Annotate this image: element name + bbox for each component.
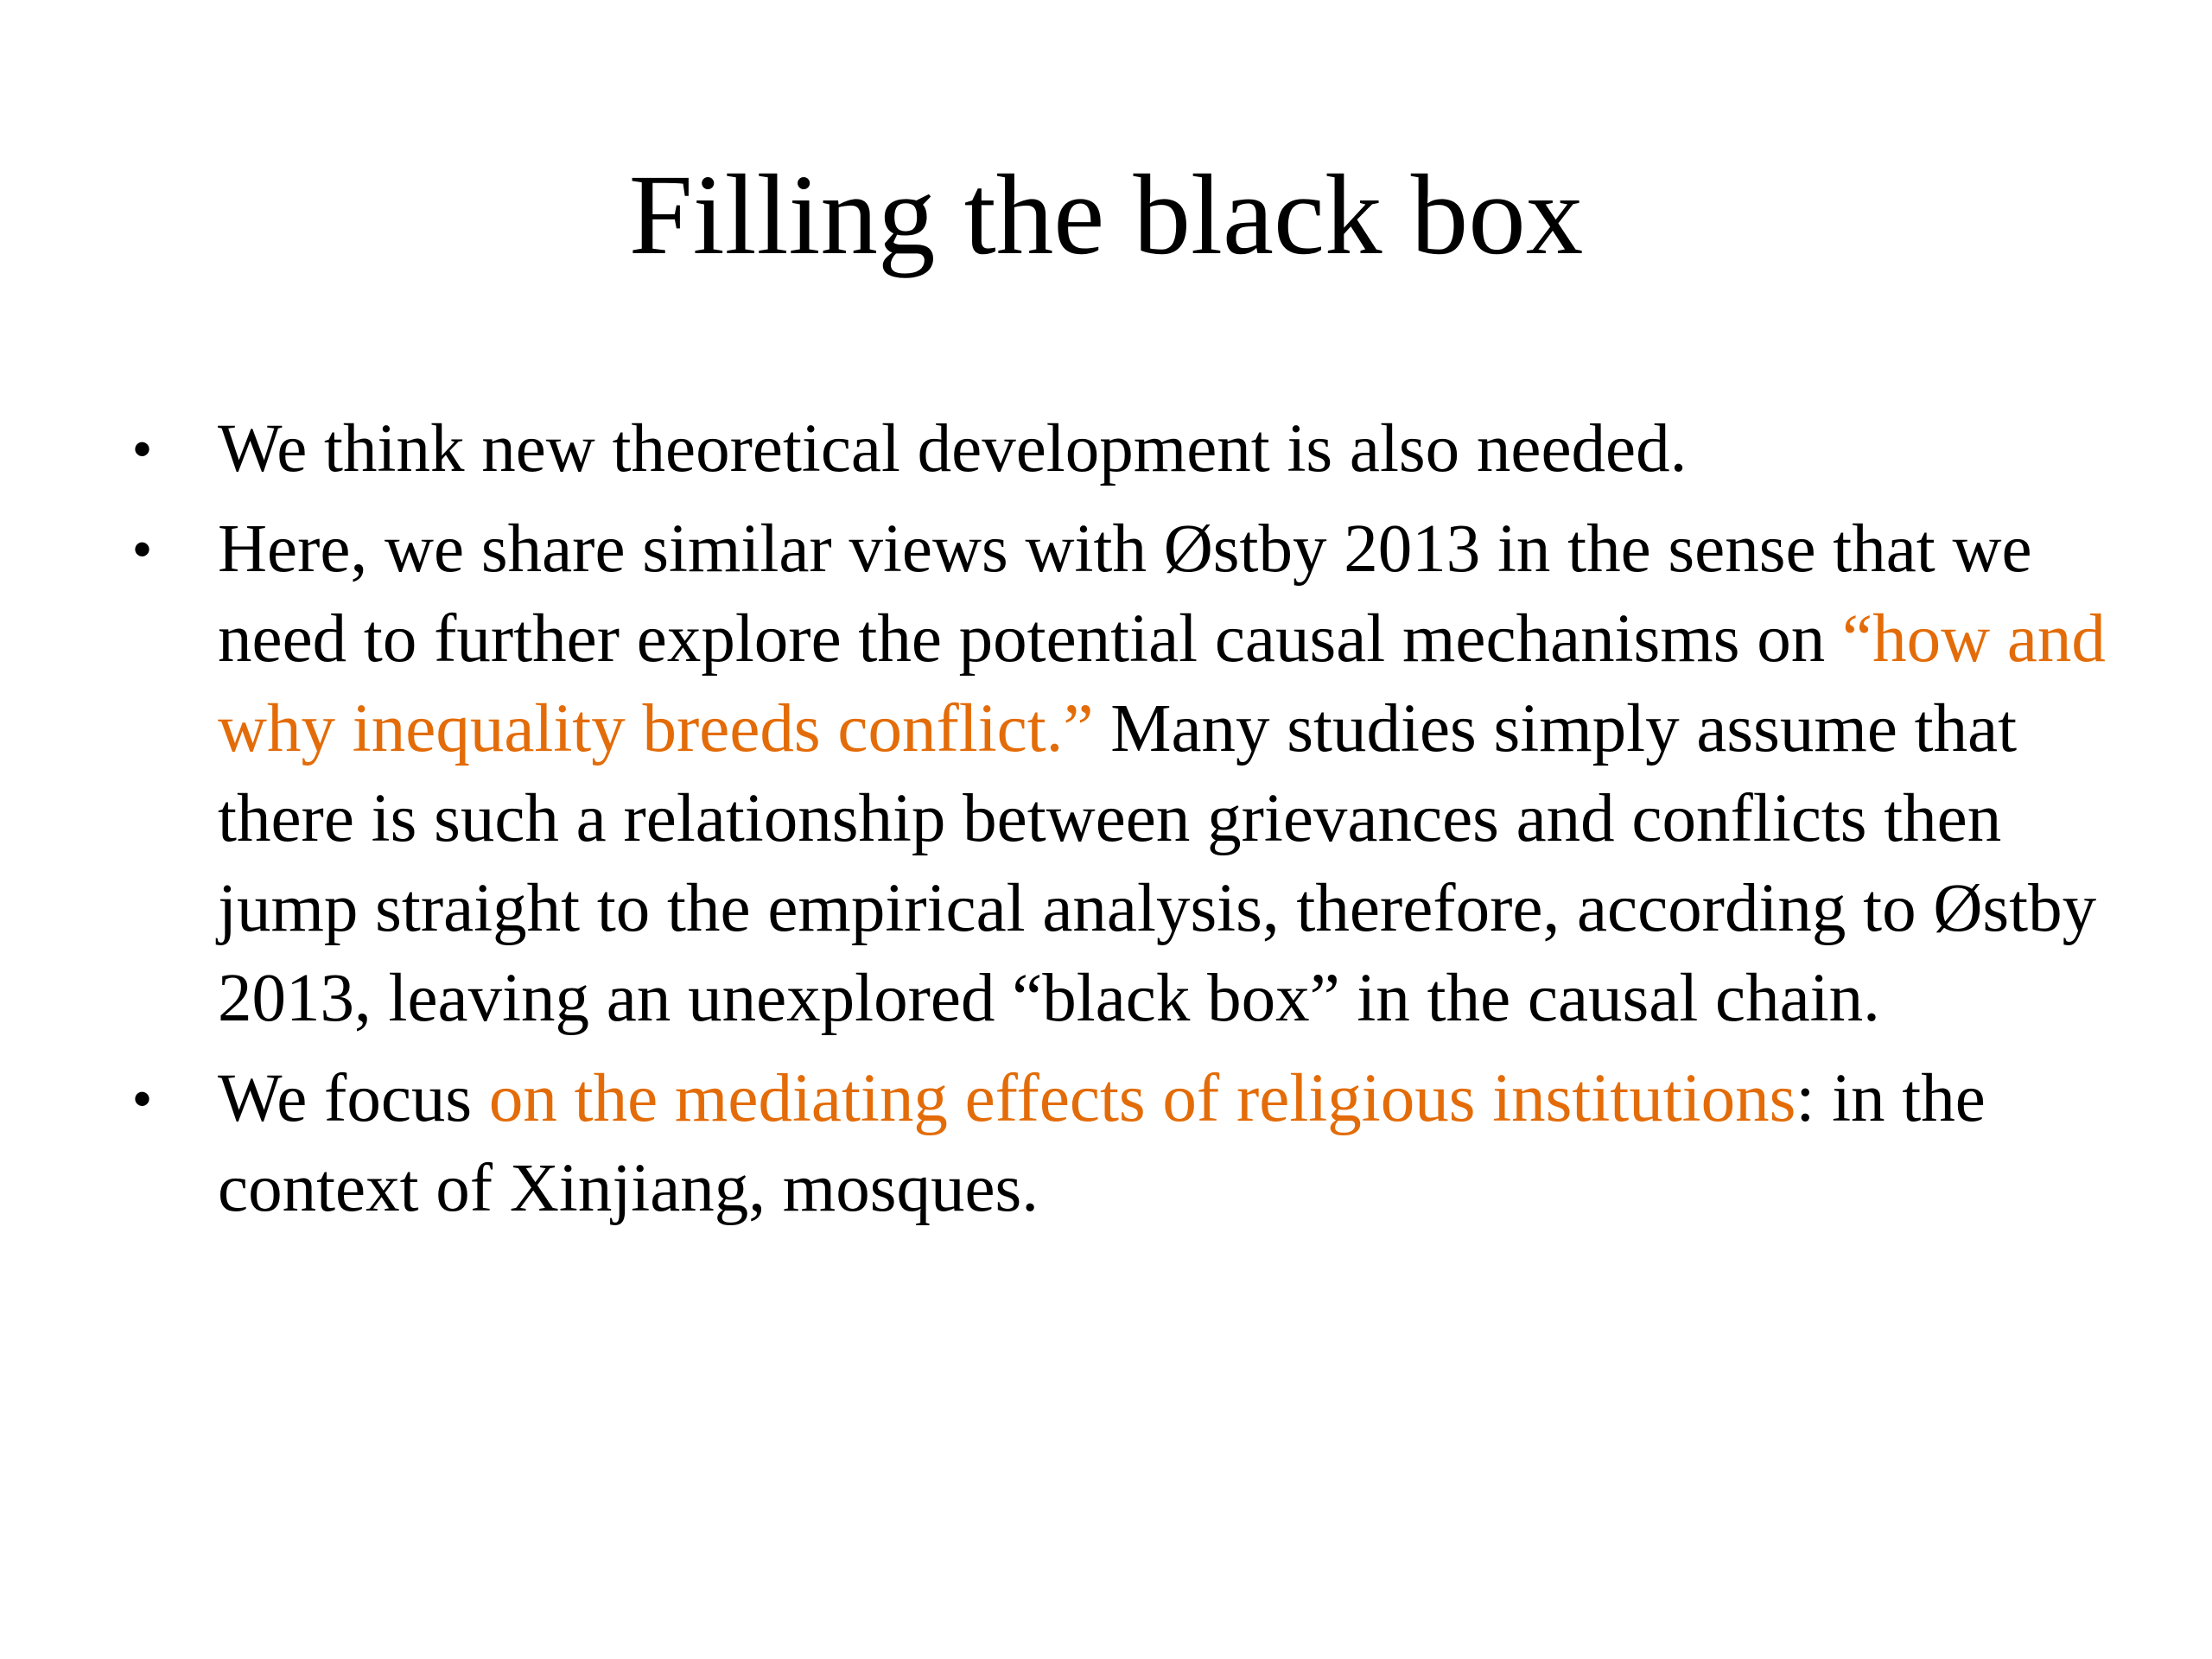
highlighted-quote: “how and why inequality breeds conflict.” <box>218 601 2106 766</box>
slide-title: Filling the black box <box>628 150 1584 278</box>
bullet-item-1 <box>130 404 2117 494</box>
bullet-text-continued: : in the context of Xinjiang, mosques. <box>218 1061 1986 1226</box>
bullet-icon: • <box>133 1070 152 1128</box>
bullet-text-continued: Many studies simply assume that there is such a relationship between grievances and conflicts then jump straight to the empirical analysis, therefore, according to Østby 2013, leaving an unexplored “black box” in the causal chain. <box>218 691 2097 1036</box>
highlighted-phrase: on the mediating effects of religious institutions <box>488 1061 1796 1136</box>
bullet-text: We focus <box>218 1061 489 1136</box>
bullet-icon: • <box>133 520 152 578</box>
bullet-list <box>130 404 2117 1244</box>
bullet-icon: • <box>133 420 152 478</box>
bullet-item-3 <box>130 1054 2117 1234</box>
bullet-text: Here, we share similar views with Østby 2013 in the sense that we need to further explore the potential causal mechanisms on <box>218 512 2032 677</box>
bullet-item-2 <box>130 505 2117 1044</box>
bullet-text: We think new theoretical development is also needed. <box>218 411 1688 486</box>
